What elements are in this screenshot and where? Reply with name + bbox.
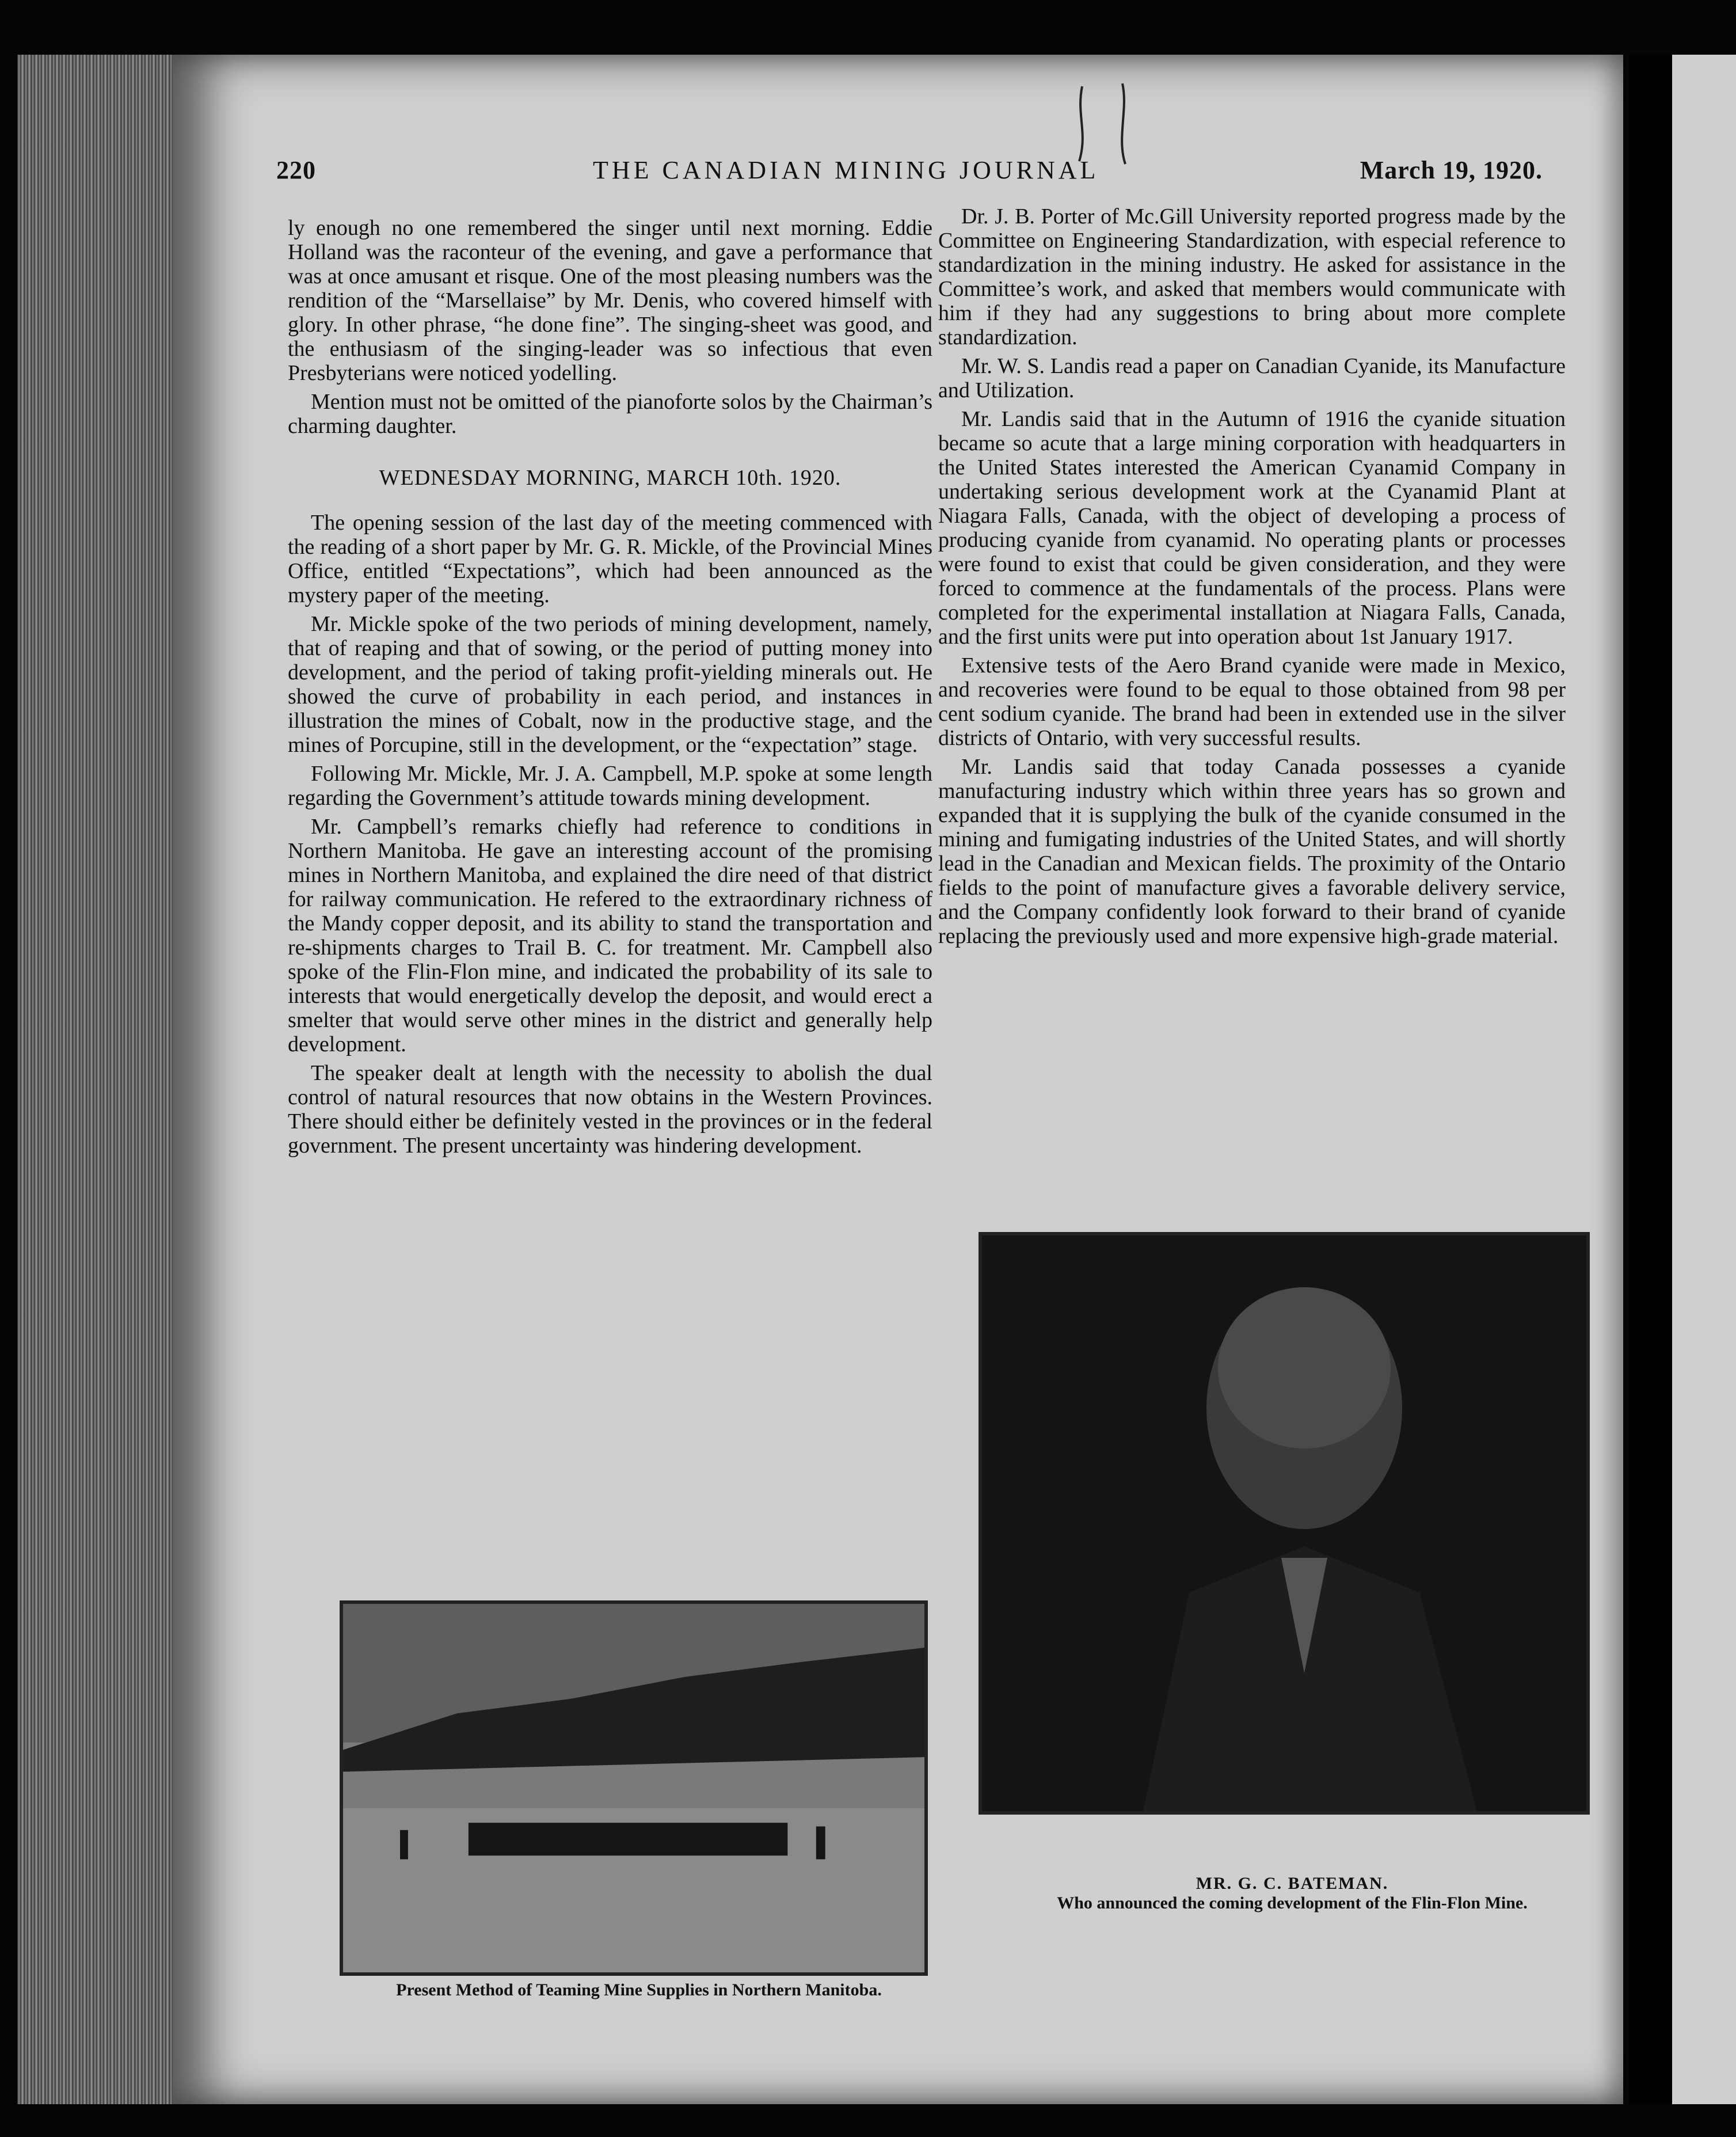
paragraph: Mention must not be omitted of the pianoforte solos by the Chairman’s charming daughter. (288, 390, 932, 438)
paragraph: Mr. Mickle spoke of the two periods of mining development, namely, that of reaping and that of sowing, or the period of putting money into development, and the period of taking profit-yielding minerals out. He showed the curve of probability in each period, and instances in illustration the mines of Cobalt, now in the productive stage, and the mines of Porcupine, still in the development, or the “expectation” stage. (288, 612, 932, 757)
paragraph: Dr. J. B. Porter of Mc.Gill University reported progress made by the Committee on Engineering Standardization, with especial reference to standardization in the mining industry. He asked for assistance in the Committee’s work, and asked that members would communicate with him if they had any suggestions to bring about more complete standardization. (938, 204, 1566, 349)
section-heading: WEDNESDAY MORNING, MARCH 10th. 1920. (379, 466, 842, 490)
column-left (288, 216, 932, 1162)
paragraph: The opening session of the last day of the meeting commenced with the reading of a short paper by Mr. G. R. Mickle, of the Provincial Mines Office, entitled “Expectations”, which had been announced as the mystery paper of the meeting. (288, 511, 932, 607)
paragraph: ly enough no one remembered the singer until next morning. Eddie Holland was the raconteur of the evening, and gave a performance that was at once amusant et risque. One of the most pleasing numbers was the rendition of the “Marsellaise” by Mr. Denis, who covered himself with glory. In other phrase, “he done fine”. The singing-sheet was good, and the enthusiasm of the singing-leader was so infectious that even Presbyterians were noticed yodelling. (288, 216, 932, 385)
portrait-caption (990, 1874, 1594, 1913)
issue-date: March 19, 1920. (1360, 156, 1543, 184)
page-number: 220 (276, 156, 316, 184)
portrait-description: Who announced the coming development of the Flin-Flon Mine. (1057, 1893, 1528, 1912)
paragraph: Extensive tests of the Aero Brand cyanide were made in Mexico, and recoveries were found to be equal to those obtained from 98 per cent sodium cyanide. The brand had been in extended use in the silver districts of Ontario, with very successful results. (938, 653, 1566, 750)
column-right (938, 204, 1566, 953)
paragraph: Mr. Landis said that today Canada possesses a cyanide manufacturing industry which within three years has so grown and expanded that it is supplying the bulk of the cyanide consumed in the mining and fumigating industries of the United States, and will shortly lead in the Canadian and Mexican fields. The proximity of the Ontario fields to the point of manufacture gives a favorable delivery service, and the Company confidently look forward to their brand of cyanide replacing the previously used and more expensive high-grade material. (938, 755, 1566, 948)
paragraph: Following Mr. Mickle, Mr. J. A. Campbell, M.P. spoke at some length regarding the Government’s attitude towards mining development. (288, 762, 932, 810)
paragraph: Mr. Landis said that in the Autumn of 1916 the cyanide situation became so acute that a large mining corporation with headquarters in the United States interested the American Cyanamid Company in undertaking serious development work at the Cyanamid Plant at Niagara Falls, Canada, with the object of developing a process of producing cyanide from cyanamid. No operating plants or processes were found to exist that could be given consideration, and they were forced to commence at the fundamentals of the process. Plans were completed for the experimental installation at Niagara Falls, Canada, and the first units were put into operation about 1st January 1917. (938, 407, 1566, 649)
book-page-edges (17, 55, 173, 2104)
next-page-edge (1672, 55, 1736, 2104)
portrait-name: MR. G. C. BATEMAN. (1196, 1874, 1389, 1893)
page-gutter (1629, 55, 1672, 2104)
paragraph: Mr. Campbell’s remarks chiefly had reference to conditions in Northern Manitoba. He gave an interesting account of the promising mines in Northern Manitoba, and explained the dire need of that district for railway communication. He refered to the extraordinary richness of the Mandy copper deposit, and its ability to stand the transportation and re-shipments charges to Trail B. C. for treatment. Mr. Campbell also spoke of the Flin-Flon mine, and indicated the probability of its sale to interests that would energetically develop the deposit, and would erect a smelter that would serve other mines in the district and generally help development. (288, 815, 932, 1056)
journal-title: THE CANADIAN MINING JOURNAL (593, 156, 1099, 184)
page-header (276, 155, 1543, 190)
sled-photo-caption: Present Method of Teaming Mine Supplies in Northern Manitoba. (396, 1980, 882, 1999)
paragraph: The speaker dealt at length with the necessity to abolish the dual control of natural resources that now obtains in the Western Provinces. There should either be definitely vested in the provinces or in the federal government. The present uncertainty was hindering development. (288, 1061, 932, 1158)
sled-photo (340, 1600, 928, 1976)
pen-mark-icon (1071, 81, 1140, 167)
portrait-photo (979, 1232, 1590, 1815)
paragraph: Mr. W. S. Landis read a paper on Canadian Cyanide, its Manufacture and Utilization. (938, 354, 1566, 402)
